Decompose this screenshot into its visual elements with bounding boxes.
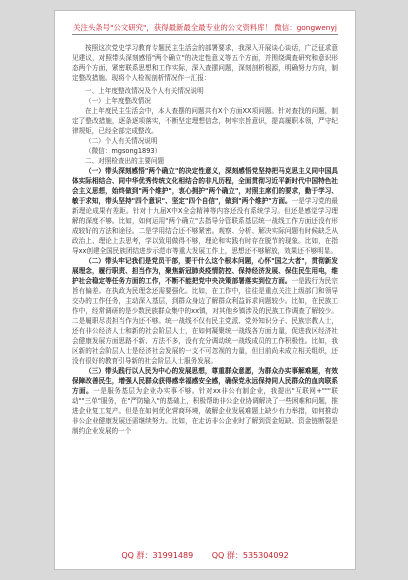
item-1-paragraph [72,166,338,256]
item-2-paragraph [72,256,338,366]
intro-paragraph: 按照这次党史学习教育专题民主生活会的部署要求，我深入开展谈心谈话，广泛征求意见建议，对照带头深刻感悟"两个确立"的决定性意义等五个方面，并围绕调查研究和意识形态两个方面，紧密联系思想和工作实际，深入查摆问题，深刻剖析根源，明确努力方向，制定整改措施。现将个人检视剖析情况作一汇报： [72,44,338,82]
footer-qq-group-1: QQ 群：31991489 [121,551,194,560]
section-2-heading: 二、对照检查出的主要问题 [85,157,165,165]
item-3-text: 一是服务基层为企业办实事不够。针对xx非公有制企业，我提出"互联网+"""联动""三单"服务，在"严防输入"的基础上，积极帮助非公企业协调解决了一些困难和问题，推进企业复工复产。但是在如何优化营商环境，破解企业发展难题上缺少有力举措，如何推动非公企业健康发展还需继续努力。比如，在走访非公企业时了解到资金短缺、资金链断裂是制约企业发展的一个 [72,387,339,435]
subsection-2-heading: （二）个人有关情况说明 [85,137,158,145]
header-banner: 关注头条号"公文研究"，获得最新最全最专业的公文资料库！ 微信：gongwenyj [73,23,337,32]
footer-qq-group-2: QQ 群：535304092 [211,551,289,560]
item-3-lead: （三）带头践行以人民为中心的发展思想，尊重群众意愿，为群众办实事解难题，有效保障改善民生，增强人民群众获得感幸福感安全感，确保党永远保持同人民群众的血肉联系方面。 [72,367,338,395]
subsection-2-paragraph: （微信：mgsong1893） [85,147,162,155]
subsection-1-heading: （一）上年度整改情况 [85,97,151,105]
item-1-text: 一是学习党的最新理论成果有差距。针对十九届X中X全会精神等内容还没有系统学习。但还是感觉学习理解的深度不够。比如，如何运用"两个确立"去指导分管联系基层统一战线工作方面还没有形成较好的方法和途径。二是学用结合还不够紧密。观察、分析、解决实际问题有时候缺乏从政治上、理论上去思考，学以致用做得不够，理论和实践有时存在脱节的现象。比如，在指导xx创建全国民族团结进步示范市等重大发展工作上，思想还不够解放，效果还不够明显。 [72,197,338,255]
document-body [55,35,355,436]
document-page [54,10,356,570]
item-2-lead: （二）带头牢记我们是党员干部，要干什么这个根本问题，心怀"国之大者"，贯彻新发展理念，履行职责、担当作为，聚焦新冠肺炎疫情防控、保持经济发展、保住民生用电，维护社会稳定等任务方面的工作，不断不能把党中央决策部署落实到位方面。 [72,257,338,285]
item-2-text: 一是践行为民宗旨有偏差。在执政为民理念还需要强化。比如，在工作中，往往是重点关注上级部门和领导交办的工作任务，主动深入基层，到群众身边了解群众利益诉求问题较少。比如，在民族工作中，经常调研的是少数民族群众集中的xx镇，对其他乡镇涉及的民族工作调查了解较少。二是履职尽责担当作为还不够。统一战线不仅有民主党派、党外知识分子、民族宗教人士，还有非公经济人士和新的社会阶层人士，在如何凝聚统一战线各方面力量，促进我区经济社会健康发展方面思路不新、方法不多，没有充分调动统一战线成员的工作积极性。比如，我区新的社会阶层人士是经济社会发展的一支不可忽视的力量，但目前尚未成立相关组织，还没有很好的教育引导新的社会阶层人士服务发展。 [72,277,339,365]
item-1-lead: （一）带头深刻感悟"两个确立"的决定性意义，深刻感悟党坚持把马克思主义同中国具体实际相结合、同中华优秀传统文化相结合的非凡历程，全面贯彻习近平新时代中国特色社会主义思想，始终做到"两个维护"，衷心拥护"两个确立"，对照主席们的要求，勤于学习、敏于求知，带头坚持"四个意识"、坚定"四个自信"，做到"两个维护"方面。 [72,167,338,205]
subsection-1-paragraph: 在上年度民主生活会中，本人查摆的问题共有X个方面XX项问题。针对查找的问题，制定了整改措施，逐条逐项落实，不断坚定理想信念，树牢宗旨意识，提高履职本领，严守纪律规矩，已经全部完成整改。 [72,107,338,135]
item-3-paragraph [72,366,338,436]
footer-contacts [55,551,355,561]
section-1-heading: 一、上年度整改情况及个人有关情况说明 [85,87,204,95]
